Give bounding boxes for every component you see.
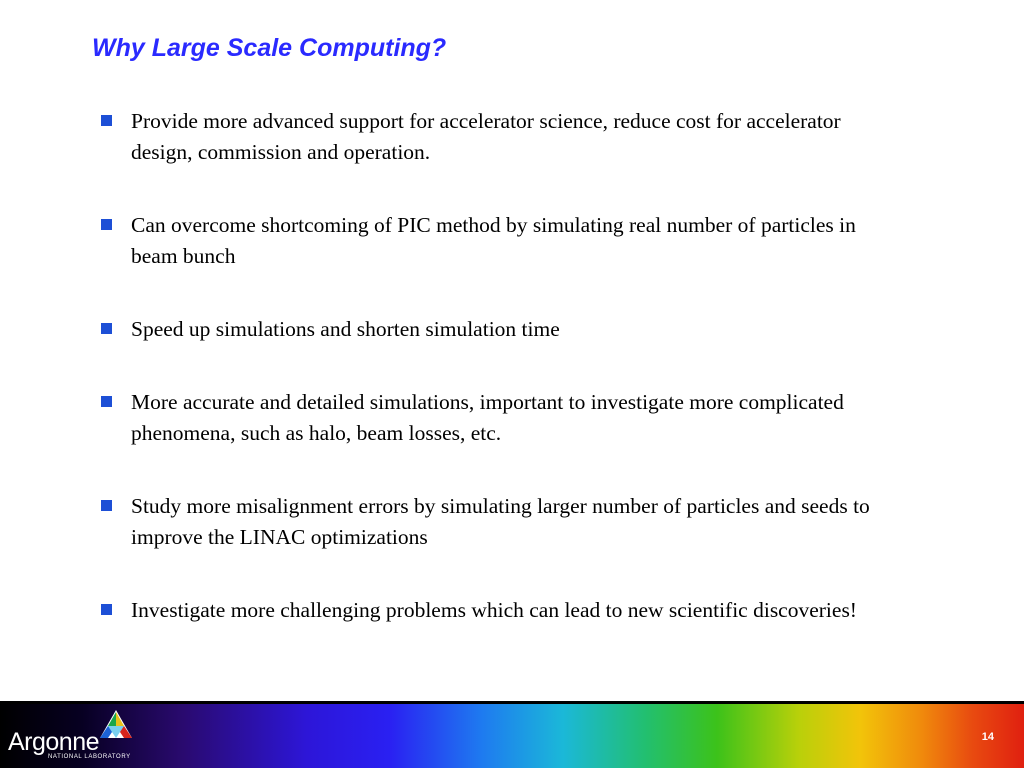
bullet-item — [100, 491, 900, 553]
bullet-item — [100, 314, 900, 345]
square-bullet-icon — [101, 219, 112, 230]
bullet-item — [100, 106, 900, 168]
slide-title: Why Large Scale Computing? — [92, 34, 447, 62]
square-bullet-icon — [101, 115, 112, 126]
square-bullet-icon — [101, 604, 112, 615]
bullet-item — [100, 595, 900, 626]
argonne-logo — [8, 708, 138, 764]
bullet-text: Speed up simulations and shorten simulation time — [131, 317, 560, 341]
square-bullet-icon — [101, 500, 112, 511]
bullet-text: More accurate and detailed simulations, important to investigate more complicated phenomena, such as halo, beam losses, etc. — [131, 390, 844, 445]
argonne-triangle-logo-icon — [98, 708, 134, 744]
bullet-list — [100, 106, 900, 668]
bullet-text: Can overcome shortcoming of PIC method by simulating real number of particles in beam bunch — [131, 213, 856, 268]
bullet-item — [100, 387, 900, 449]
page-number: 14 — [981, 731, 994, 743]
logo-wordmark: Argonne — [8, 728, 100, 756]
square-bullet-icon — [101, 396, 112, 407]
footer-gradient-bar — [0, 701, 1024, 768]
square-bullet-icon — [101, 323, 112, 334]
bullet-text: Investigate more challenging problems which can lead to new scientific discoveries! — [131, 598, 857, 622]
bullet-item — [100, 210, 900, 272]
bullet-text: Study more misalignment errors by simulating larger number of particles and seeds to improve the LINAC optimizations — [131, 494, 870, 549]
bullet-text: Provide more advanced support for accelerator science, reduce cost for accelerator design, commission and operation. — [131, 109, 841, 164]
logo-subtitle: NATIONAL LABORATORY — [48, 754, 131, 760]
footer-divider — [0, 701, 1024, 704]
